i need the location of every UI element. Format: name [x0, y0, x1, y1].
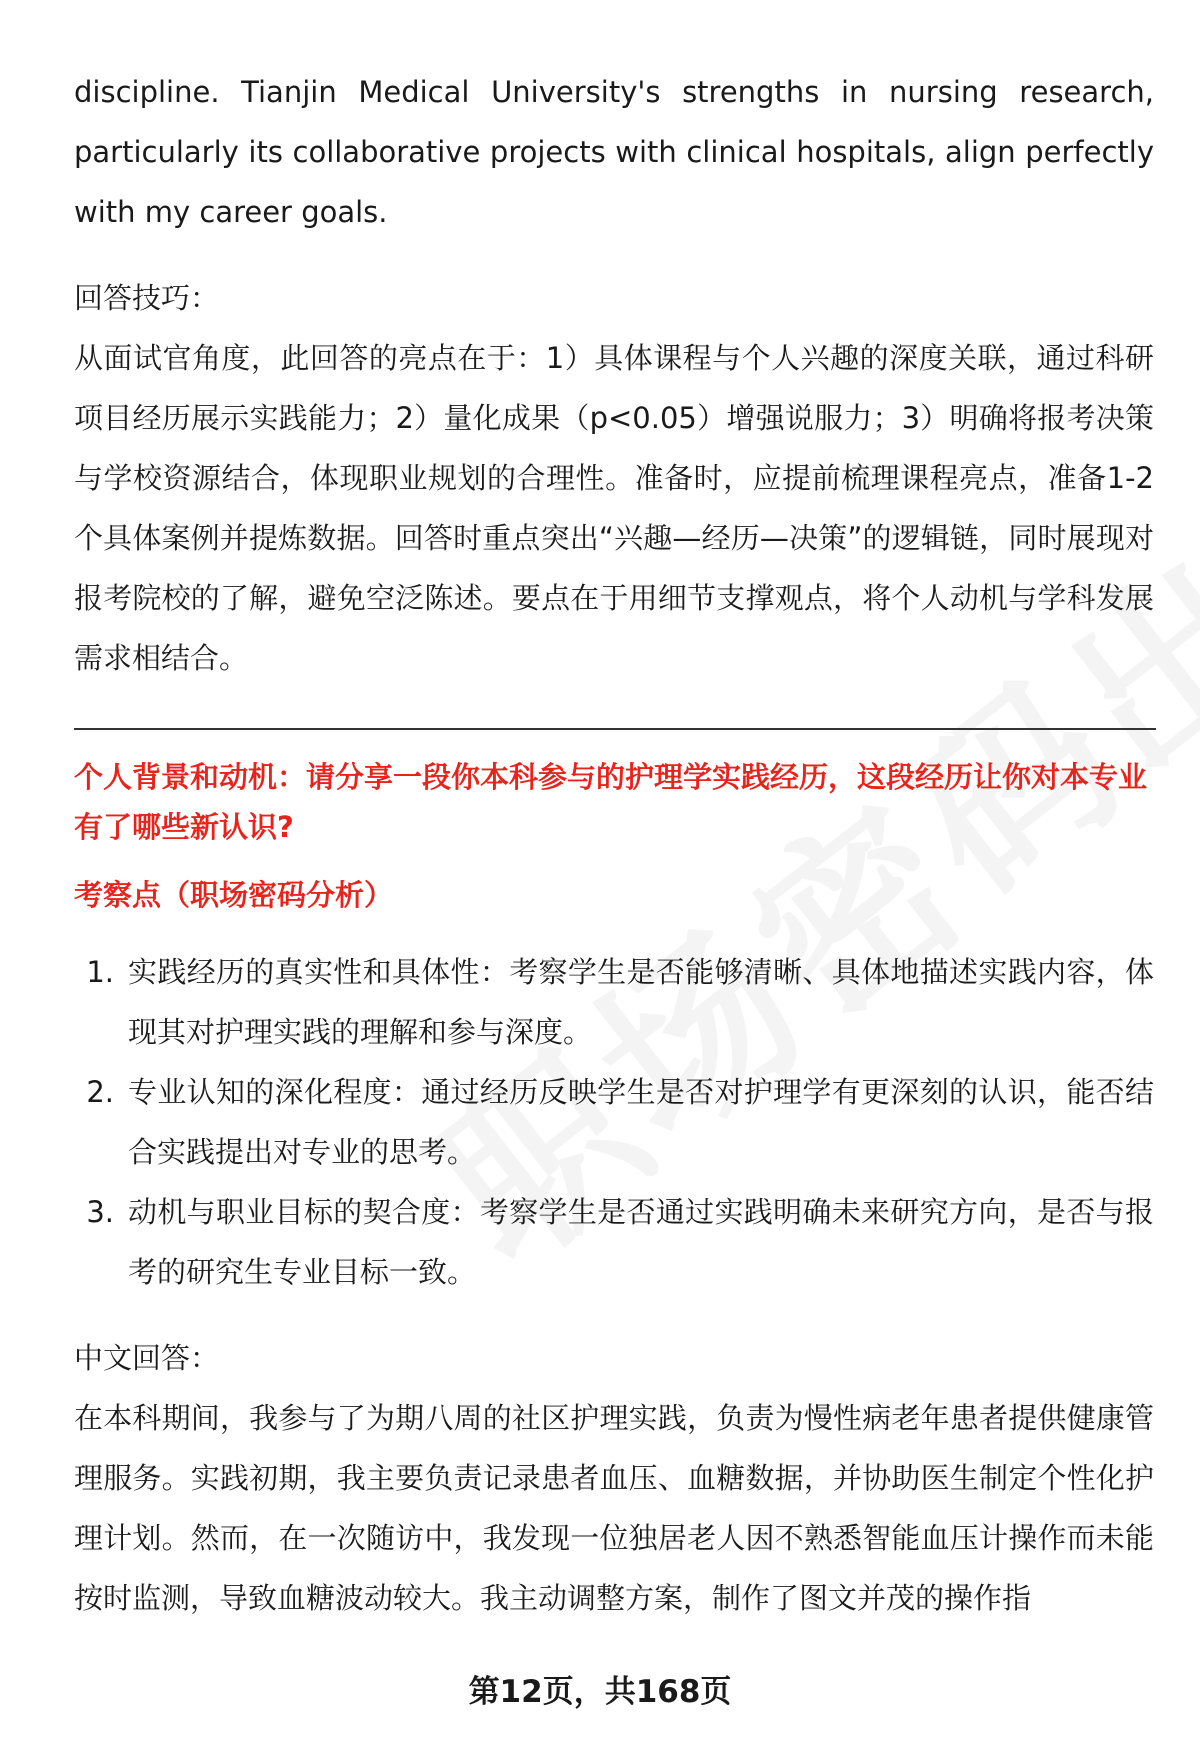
- question-heading: 个人背景和动机：请分享一段你本科参与的护理学实践经历，这段经历让你对本专业有了哪些新认识?: [74, 760, 1148, 844]
- chinese-answer-label: 中文回答：: [74, 1341, 220, 1375]
- page-footer: 第12页，共168页: [468, 1674, 732, 1710]
- list-item: [74, 1182, 1154, 1302]
- list-item-number: 2.: [86, 1075, 114, 1109]
- analysis-heading: 考察点（职场密码分析）: [74, 878, 394, 912]
- list-item-text: 动机与职业目标的契合度：考察学生是否通过实践明确未来研究方向，是否与报考的研究生专业目标一致。: [128, 1195, 1154, 1289]
- tips-label: 回答技巧：: [74, 281, 220, 315]
- list-item-number: 1.: [86, 955, 114, 989]
- list-item-text: 专业认知的深化程度：通过经历反映学生是否对护理学有更深刻的认识，能否结合实践提出对专业的思考。: [128, 1075, 1154, 1169]
- tips-paragraph: 从面试官角度，此回答的亮点在于：1）具体课程与个人兴趣的深度关联，通过科研项目经历展示实践能力；2）量化成果（p<0.05）增强说服力；3）明确将报考决策与学校资源结合，体现职业规划的合理性。准备时，应提前梳理课程亮点，准备1-2个具体案例并提炼数据。回答时重点突出“兴趣—经历—决策”的逻辑链，同时展现对报考院校的了解，避免空泛陈述。要点在于用细节支撑观点，将个人动机与学科发展需求相结合。: [74, 341, 1154, 675]
- list-item: [74, 942, 1154, 1062]
- list-item-text: 实践经历的真实性和具体性：考察学生是否能够清晰、具体地描述实践内容，体现其对护理实践的理解和参与深度。: [128, 955, 1154, 1049]
- document-body: [74, 62, 1154, 1628]
- analysis-points-list: [74, 942, 1154, 1302]
- section-divider: [74, 728, 1156, 730]
- list-item: [74, 1062, 1154, 1182]
- list-item-number: 3.: [86, 1195, 114, 1229]
- chinese-answer-paragraph: 在本科期间，我参与了为期八周的社区护理实践，负责为慢性病老年患者提供健康管理服务。实践初期，我主要负责记录患者血压、血糖数据，并协助医生制定个性化护理计划。然而，在一次随访中，我发现一位独居老人因不熟悉智能血压计操作而未能按时监测，导致血糖波动较大。我主动调整方案，制作了图文并茂的操作指: [74, 1401, 1154, 1615]
- english-answer-paragraph: discipline. Tianjin Medical University's strengths in nursing research, particularly its collaborative projects with clinical hospitals, align perfectly with my career goals.: [74, 75, 1154, 229]
